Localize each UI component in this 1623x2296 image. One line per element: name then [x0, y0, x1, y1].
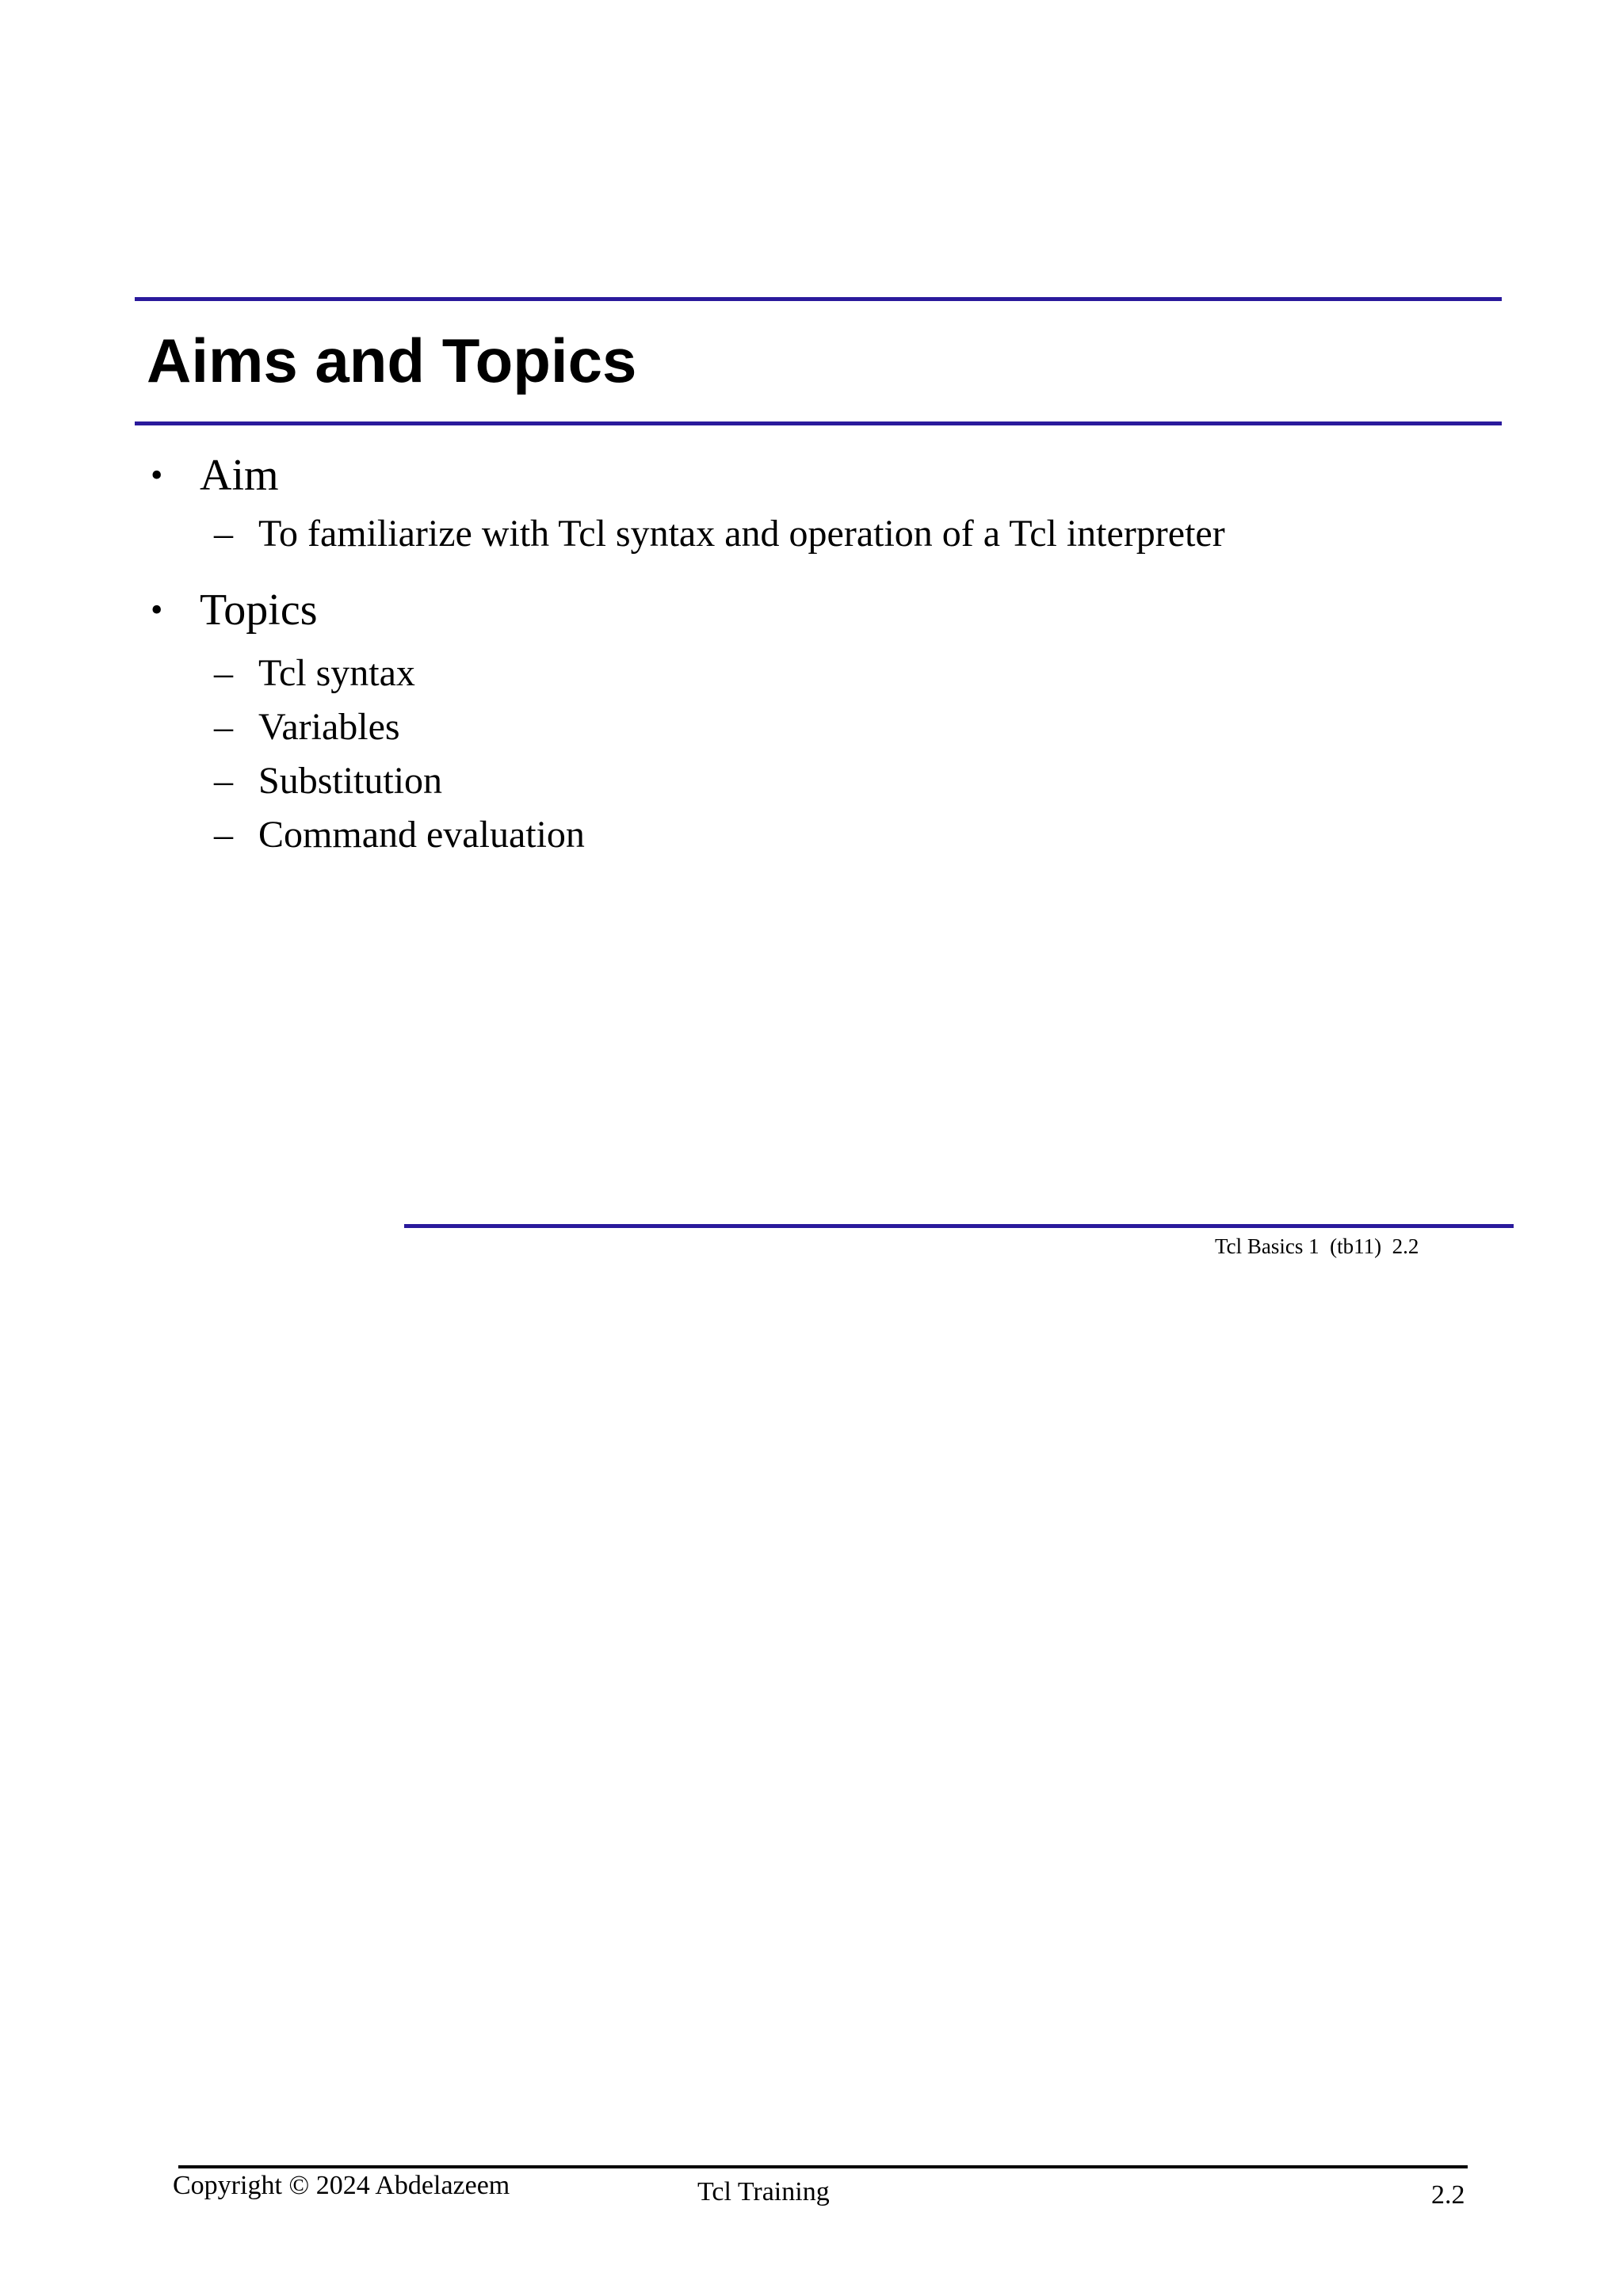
sub-item-label: Tcl syntax	[258, 652, 415, 694]
sub-item-label: Substitution	[258, 760, 443, 802]
sub-item-label: To familiarize with Tcl syntax and operation of a Tcl interpreter	[258, 513, 1225, 555]
bullet-marker: •	[151, 590, 163, 629]
bullet-marker: •	[151, 456, 163, 494]
sub-item-label: Command evaluation	[258, 814, 585, 856]
title-top-rule	[135, 297, 1502, 301]
page-number: 2.2	[1431, 2180, 1465, 2210]
dash-marker: –	[214, 652, 233, 694]
dash-marker: –	[214, 814, 233, 856]
title-bottom-rule	[135, 421, 1502, 425]
bullet-label: Topics	[200, 585, 318, 635]
slide-bottom-rule	[404, 1224, 1514, 1228]
sub-item-label: Variables	[258, 706, 400, 748]
course-title: Tcl Training	[697, 2177, 830, 2206]
dash-marker: –	[214, 706, 233, 748]
copyright-text: Copyright © 2024 Abdelazeem	[173, 2171, 510, 2200]
dash-marker: –	[214, 513, 233, 555]
dash-marker: –	[214, 760, 233, 802]
slide-reference: Tcl Basics 1 (tb11) 2.2	[1215, 1234, 1419, 1258]
footer-rule	[178, 2165, 1468, 2168]
slide-title: Aims and Topics	[147, 326, 637, 395]
bullet-label: Aim	[200, 451, 279, 500]
